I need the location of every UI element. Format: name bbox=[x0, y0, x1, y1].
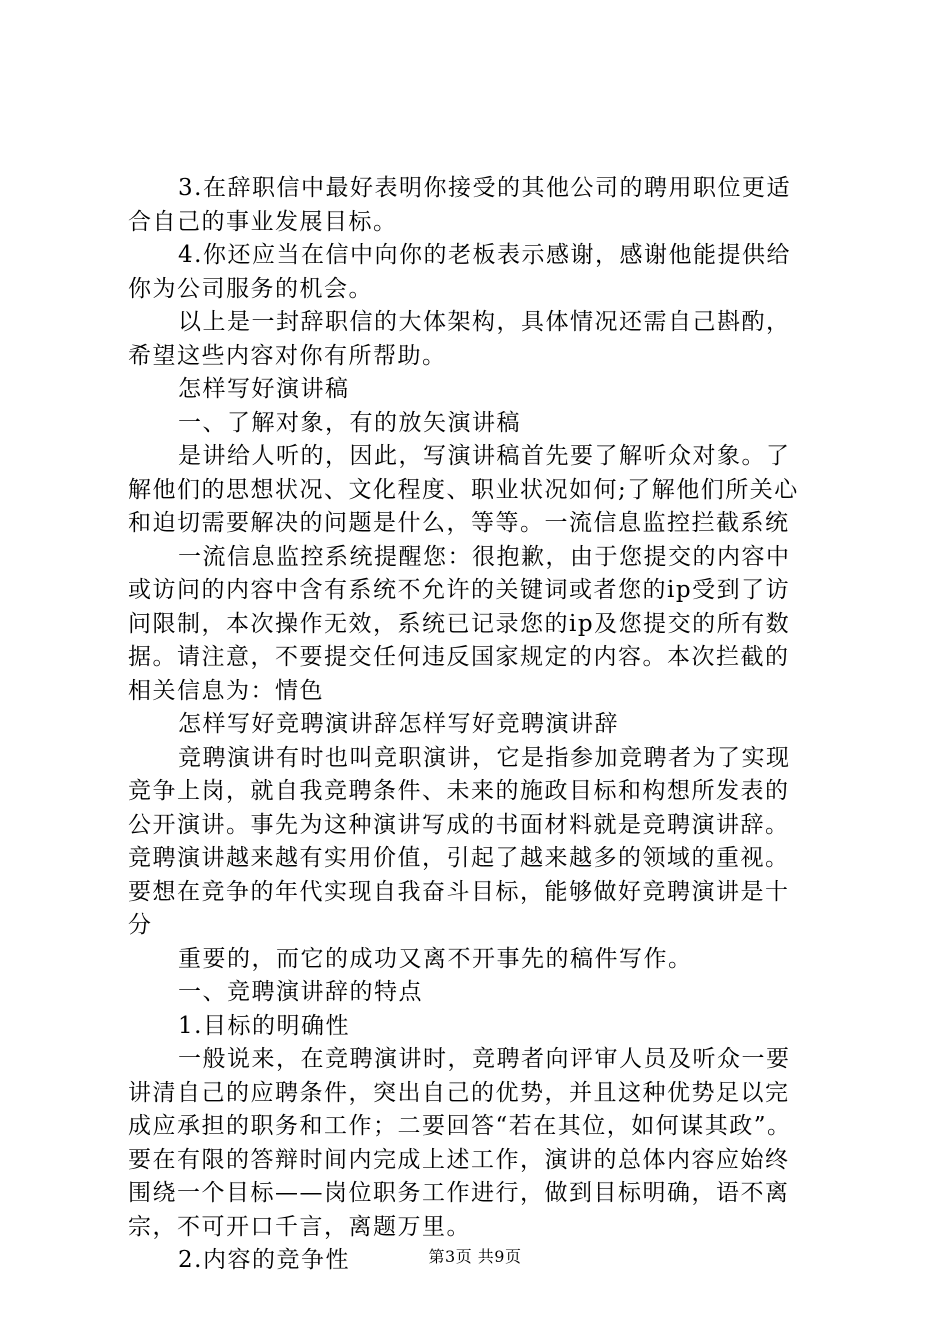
text-line: 一、竞聘演讲辞的特点 bbox=[178, 979, 423, 1005]
text-line: 希望这些内容对你有所帮助。 bbox=[128, 342, 447, 369]
text-line: 4.你还应当在信中向你的老板表示感谢，感谢他能提供给 bbox=[178, 242, 791, 268]
text-line: 以上是一封辞职信的大体架构，具体情况还需自己斟酌， bbox=[178, 309, 791, 335]
text-line: 讲清自己的应聘条件，突出自己的优势，并且这种优势足以完 bbox=[128, 1079, 790, 1106]
text-line: 据。请注意，不要提交任何违反国家规定的内容。本次拦截的 bbox=[128, 644, 790, 670]
text-line: 3.在辞职信中最好表明你接受的其他公司的聘用职位更适 bbox=[178, 175, 791, 201]
text-line: 竞争上岗，就自我竞聘条件、未来的施政目标和构想所发表的 bbox=[128, 778, 790, 804]
text-line: 要在有限的答辩时间内完成上述工作，演讲的总体内容应始终 bbox=[128, 1146, 790, 1173]
text-line: 公开演讲。事先为这种演讲写成的书面材料就是竞聘演讲辞。 bbox=[128, 811, 790, 838]
text-line: 相关信息为：情色 bbox=[128, 677, 324, 704]
text-line: 解他们的思想状况、文化程度、职业状况如何;了解他们所关心 bbox=[128, 476, 799, 503]
text-line: 怎样写好演讲稿 bbox=[178, 376, 350, 402]
text-line: 你为公司服务的机会。 bbox=[128, 275, 373, 302]
text-line: 1.目标的明确性 bbox=[178, 1012, 350, 1039]
text-line: 一般说来，在竞聘演讲时，竞聘者向评审人员及听众一要 bbox=[178, 1046, 791, 1072]
text-line: 成应承担的职务和工作；二要回答“若在其位，如何谋其政”。 bbox=[128, 1113, 792, 1139]
text-line: 竞聘演讲有时也叫竞职演讲，它是指参加竞聘者为了实现 bbox=[178, 744, 791, 771]
text-line: 或访问的内容中含有系统不允许的关键词或者您的ip受到了访 bbox=[128, 577, 791, 603]
text-line: 围绕一个目标——岗位职务工作进行，做到目标明确，语不离 bbox=[128, 1180, 790, 1206]
document-body bbox=[128, 172, 833, 1278]
text-line: 要想在竞争的年代实现自我奋斗目标，能够做好竞聘演讲是十 bbox=[128, 878, 790, 905]
text-line: 是讲给人听的，因此，写演讲稿首先要了解听众对象。了 bbox=[178, 443, 791, 469]
text-line: 问限制，本次操作无效，系统已记录您的ip及您提交的所有数 bbox=[128, 610, 791, 637]
text-line: 一、了解对象，有的放矢演讲稿 bbox=[178, 409, 521, 436]
text-line: 2.内容的竞争性 bbox=[178, 1247, 350, 1273]
text-line: 竞聘演讲越来越有实用价值，引起了越来越多的领域的重视。 bbox=[128, 845, 790, 871]
page-footer: 第3页 共9页 bbox=[428, 1247, 522, 1266]
text-line: 怎样写好竞聘演讲辞怎样写好竞聘演讲辞 bbox=[178, 711, 619, 737]
text-line: 重要的，而它的成功又离不开事先的稿件写作。 bbox=[178, 945, 693, 972]
text-line: 分 bbox=[128, 912, 153, 938]
text-line: 一流信息监控系统提醒您：很抱歉，由于您提交的内容中 bbox=[178, 543, 791, 570]
text-line: 宗，不可开口千言，离题万里。 bbox=[128, 1213, 471, 1240]
text-line: 和迫切需要解决的问题是什么，等等。一流信息监控拦截系统 bbox=[128, 510, 790, 536]
text-line: 合自己的事业发展目标。 bbox=[128, 208, 398, 235]
